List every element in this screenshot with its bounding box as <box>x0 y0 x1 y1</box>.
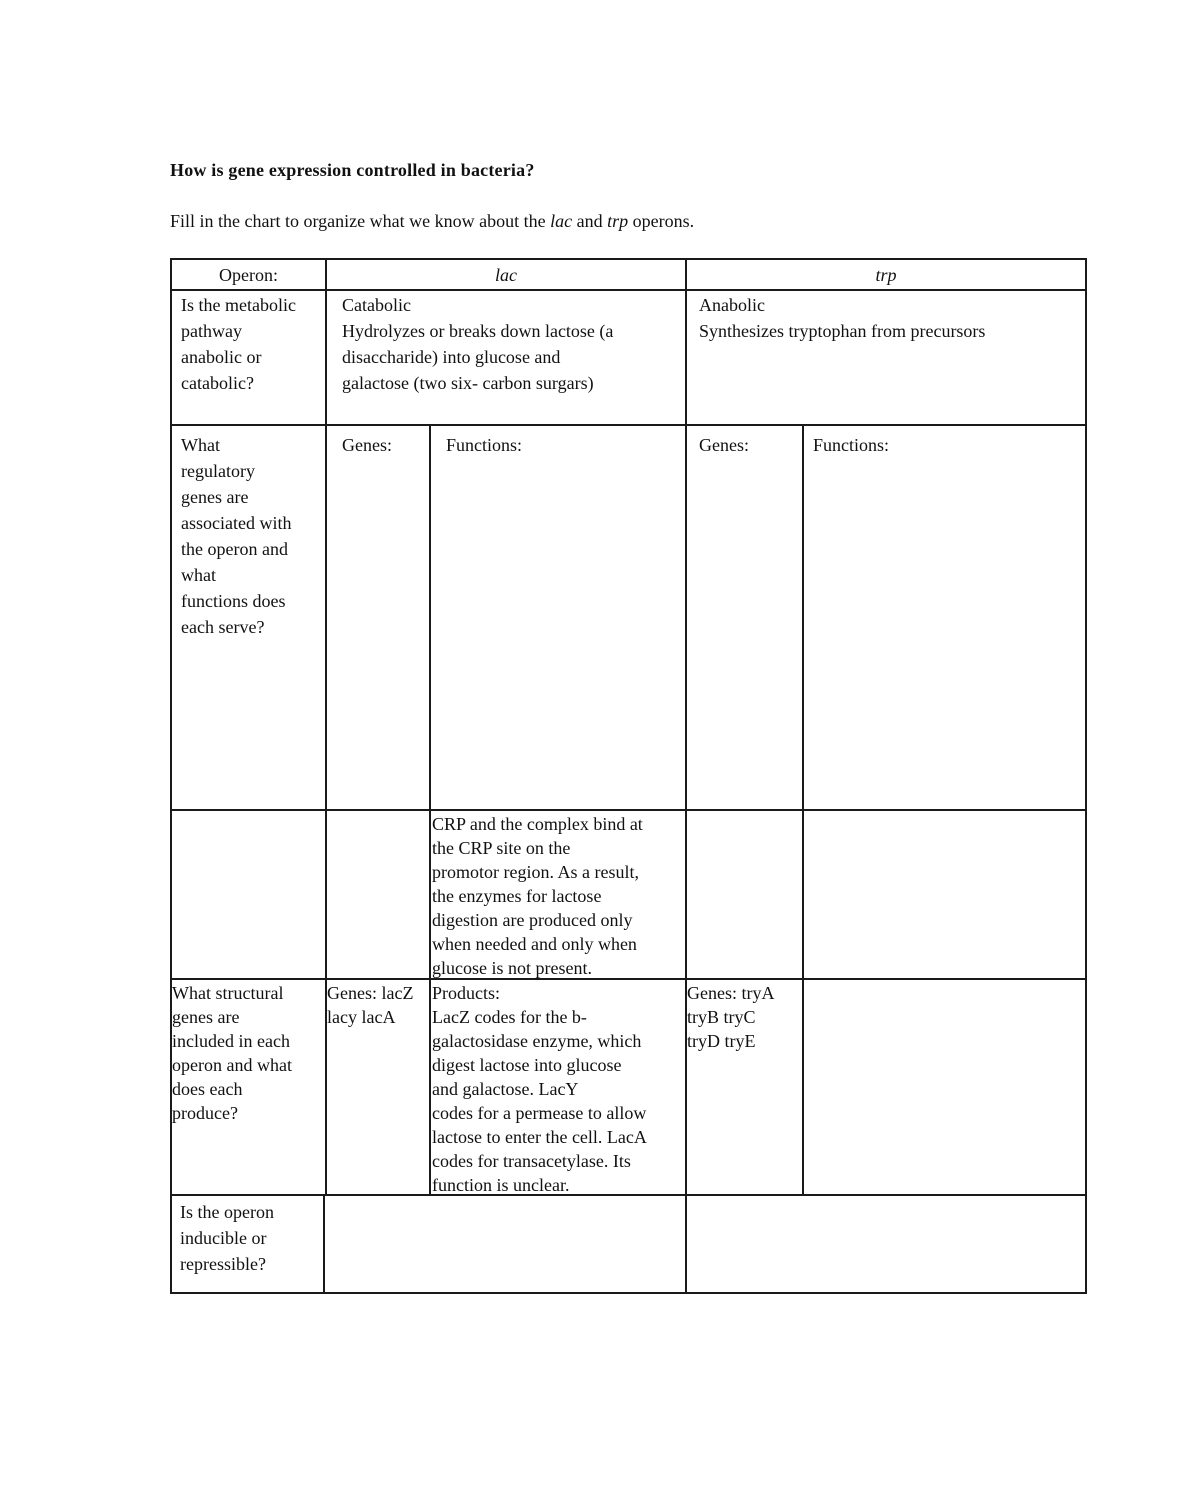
trp-structural-genes: Genes: tryA tryB tryC tryD tryE <box>687 983 775 1051</box>
lac-crp-functions: CRP and the complex bind at the CRP site on the promotor region. As a result, the enzymes for lactose digestion are produced only when needed and only when glucose is not present. <box>432 814 643 978</box>
instructions <box>170 211 694 232</box>
instructions-lac: lac <box>550 211 573 231</box>
table-border-left <box>170 258 172 1294</box>
table-border-right <box>1085 258 1087 1294</box>
trp-functions-label: Functions: <box>813 435 890 455</box>
lac-structural-products: Products: LacZ codes for the b- galactosidase enzyme, which digest lactose into glucose and galactose. LacY codes for a permease to allow lactose to enter the cell. LacA codes for transacetylase. Its function is unclear. <box>432 983 647 1195</box>
table-rule <box>170 424 1087 426</box>
instructions-before: Fill in the chart to organize what we know about the <box>170 211 551 231</box>
lac-functions-label: Functions: <box>446 435 523 455</box>
page-title: How is gene expression controlled in bacteria? <box>170 160 535 180</box>
lac-pathway-answer: Catabolic Hydrolyzes or breaks down lactose (a disaccharide) into glucose and galactose (two six- carbon surgars) <box>342 295 614 393</box>
table-border-top <box>170 258 1087 260</box>
header-trp: trp <box>875 265 897 285</box>
instructions-middle: and <box>572 211 608 231</box>
table-rule <box>170 289 1087 291</box>
table-col-divider <box>685 258 687 1294</box>
trp-genes-label: Genes: <box>699 435 749 455</box>
table-col-divider <box>325 258 327 1196</box>
table-rule <box>170 809 1087 811</box>
structural-question: What structural genes are included in each operon and what does each produce? <box>172 983 292 1123</box>
instructions-after: operons. <box>628 211 695 231</box>
lac-genes-label: Genes: <box>342 435 392 455</box>
inducible-question: Is the operon inducible or repressible? <box>180 1202 274 1274</box>
instructions-trp: trp <box>607 211 629 231</box>
table-col-divider <box>323 1194 325 1294</box>
lac-structural-genes: Genes: lacZ lacy lacA <box>327 983 414 1027</box>
table-col-divider <box>429 424 431 1196</box>
trp-pathway-answer: Anabolic Synthesizes tryptophan from precursors <box>699 295 986 341</box>
regulatory-question: What regulatory genes are associated with the operon and what functions does each serve? <box>181 435 292 637</box>
header-operon-label: Operon: <box>219 265 278 285</box>
pathway-question: Is the metabolic pathway anabolic or catabolic? <box>181 295 296 393</box>
table-border-bottom <box>170 1292 1087 1294</box>
header-lac: lac <box>495 265 517 285</box>
table-col-divider <box>802 424 804 1196</box>
